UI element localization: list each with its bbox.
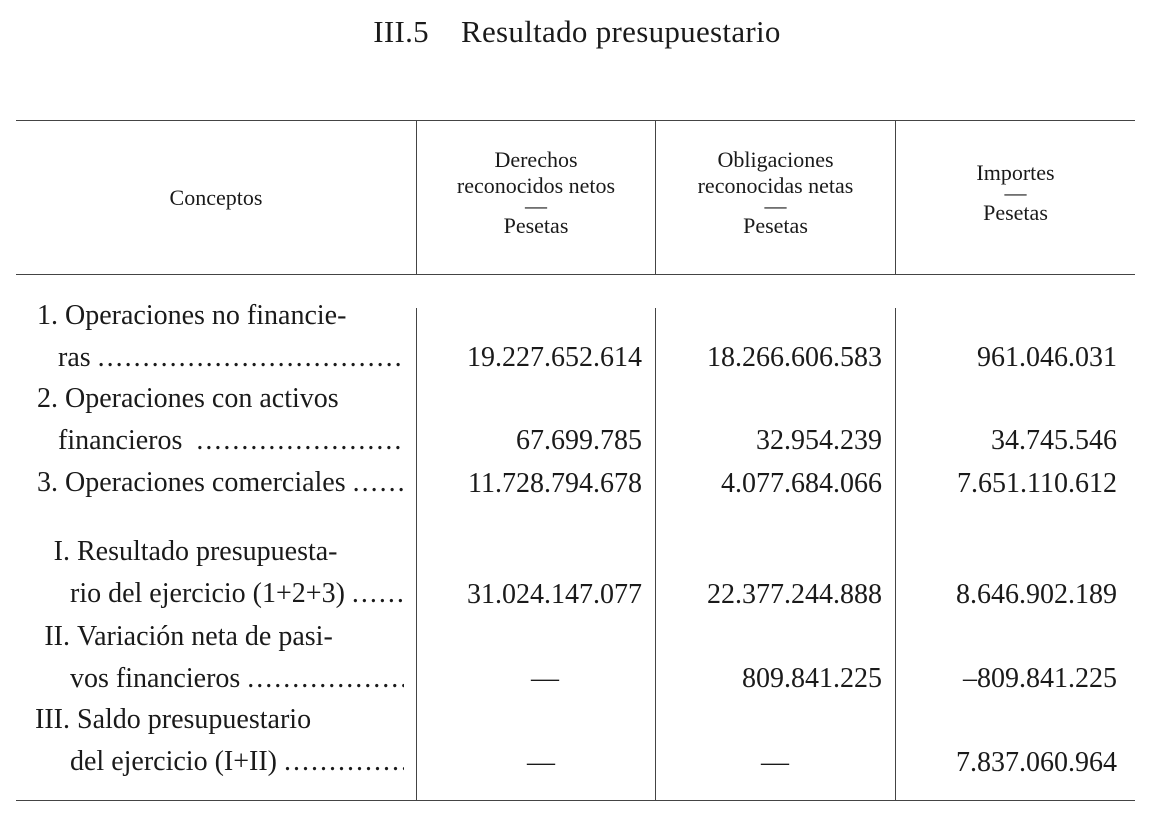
- col-divider-3-body: [895, 308, 896, 800]
- title-text: Resultado presupuestario: [461, 14, 781, 49]
- cell-importes: 8.646.902.189: [956, 579, 1117, 610]
- table-row: 3. Operaciones comerciales .....: [16, 467, 404, 509]
- table-row: I. Resultado presupuesta- rio del ejercicio (1+2+3) .....: [16, 536, 404, 620]
- cell-derechos: 67.699.785: [516, 425, 642, 456]
- cell-importes: 34.745.546: [991, 425, 1117, 456]
- table-row: III. Saldo presupuestario del ejercicio (I+II) .....: [16, 704, 404, 788]
- cell-derechos: —: [531, 663, 559, 694]
- table-bottom-rule: [16, 800, 1135, 801]
- page-title: [0, 14, 1154, 50]
- cell-obligaciones: 22.377.244.888: [707, 579, 882, 610]
- cell-obligaciones: 32.954.239: [756, 425, 882, 456]
- table-row: II. Variación neta de pasi- vos financieros .....: [16, 621, 404, 705]
- header-conceptos: Conceptos: [169, 185, 263, 210]
- header-obligaciones: Obligaciones reconocidas netas — Pesetas: [697, 147, 854, 238]
- cell-derechos: 31.024.147.077: [467, 579, 642, 610]
- cell-importes: 7.837.060.964: [956, 747, 1117, 778]
- cell-derechos: —: [527, 747, 555, 778]
- cell-importes: 961.046.031: [977, 342, 1117, 373]
- cell-derechos: 11.728.794.678: [468, 468, 642, 499]
- col-divider-2-body: [655, 308, 656, 800]
- table-row: 2. Operaciones con activos financieros .....: [16, 383, 404, 467]
- cell-derechos: 19.227.652.614: [467, 342, 642, 373]
- header-bottom-rule: [16, 274, 1135, 275]
- cell-obligaciones: 18.266.606.583: [707, 342, 882, 373]
- table-row: 1. Operaciones no financie- ras .....: [16, 300, 404, 384]
- cell-obligaciones: —: [761, 747, 789, 778]
- table-top-rule: [16, 120, 1135, 121]
- cell-importes: 7.651.110.612: [957, 468, 1117, 499]
- cell-obligaciones: 4.077.684.066: [721, 468, 882, 499]
- col-divider-1-body: [416, 308, 417, 800]
- cell-importes: –809.841.225: [963, 663, 1117, 694]
- header-derechos: Derechos reconocidos netos — Pesetas: [456, 147, 616, 238]
- cell-obligaciones: 809.841.225: [742, 663, 882, 694]
- title-number: III.5: [373, 14, 429, 49]
- header-importes: Importes — Pesetas: [976, 160, 1055, 225]
